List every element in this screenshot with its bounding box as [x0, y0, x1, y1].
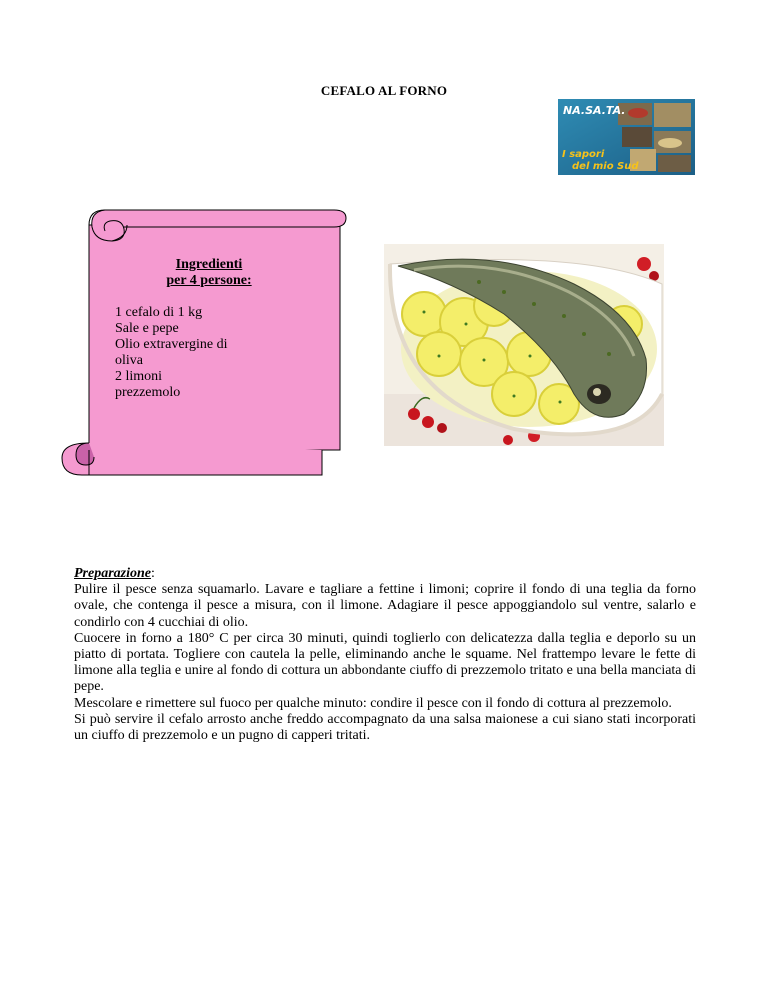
- preparation-paragraph: Si può servire il cefalo arrosto anche freddo accompagnato da una salsa maionese a cui siano stati incorporati un ciuffo di prezzemolo e un pugno di capperi tritati.: [74, 711, 696, 744]
- ingredients-box: [115, 257, 285, 401]
- baked-fish-photo: [384, 244, 664, 446]
- preparation-paragraph: Cuocere in forno a 180° C per circa 30 minuti, quindi toglierlo con delicatezza dalla teglia e deporlo su un piatto di portata. Togliere con cautela la pelle, eliminando anche le squame. Nel frattempo levare le fette di limone alla teglia e unire al fondo di cottura un abbondante ciuffo di prezzemolo tritato e una bella manciata di pepe.: [74, 630, 696, 695]
- ingredient-item: Olio extravergine di: [115, 337, 228, 352]
- preparation-label: Preparazione: [74, 566, 151, 581]
- ingredients-heading-line1: Ingredienti: [175, 257, 243, 272]
- logo-brand: NA.SA.TA.: [563, 104, 626, 117]
- preparation-label-suffix: :: [151, 566, 155, 581]
- ingredient-item: 1 cefalo di 1 kg: [115, 305, 203, 320]
- ingredient-item: 2 limoni: [115, 369, 163, 384]
- page-title: CEFALO AL FORNO: [320, 83, 448, 98]
- preparation-heading: [74, 566, 696, 582]
- preparation-paragraph: Pulire il pesce senza squamarlo. Lavare e tagliare a fettine i limoni; coprire il fondo di una teglia da forno ovale, che contenga il pesce a misura, con il limone. Adagiare il pesce appoggiandolo sul ventre, salarlo e condirlo con 4 cucchiai di olio.: [74, 582, 696, 630]
- ingredients-heading-line2: per 4 persone:: [166, 273, 252, 288]
- ingredients-list: [115, 305, 285, 401]
- logo-tagline-2: del mio Sud: [572, 161, 639, 172]
- logo-graphic: [558, 99, 695, 175]
- logo-tagline-1: I sapori: [562, 149, 605, 160]
- preparation-section: [74, 566, 696, 744]
- ingredient-item: Sale e pepe: [115, 321, 179, 336]
- preparation-paragraph: Mescolare e rimettere sul fuoco per qualche minuto: condire il pesce con il fondo di cottura al prezzemolo.: [74, 695, 672, 711]
- ingredient-item: oliva: [115, 353, 143, 368]
- nasata-logo: [558, 99, 695, 175]
- ingredient-item: prezzemolo: [115, 385, 181, 400]
- ingredients-heading: [133, 257, 285, 289]
